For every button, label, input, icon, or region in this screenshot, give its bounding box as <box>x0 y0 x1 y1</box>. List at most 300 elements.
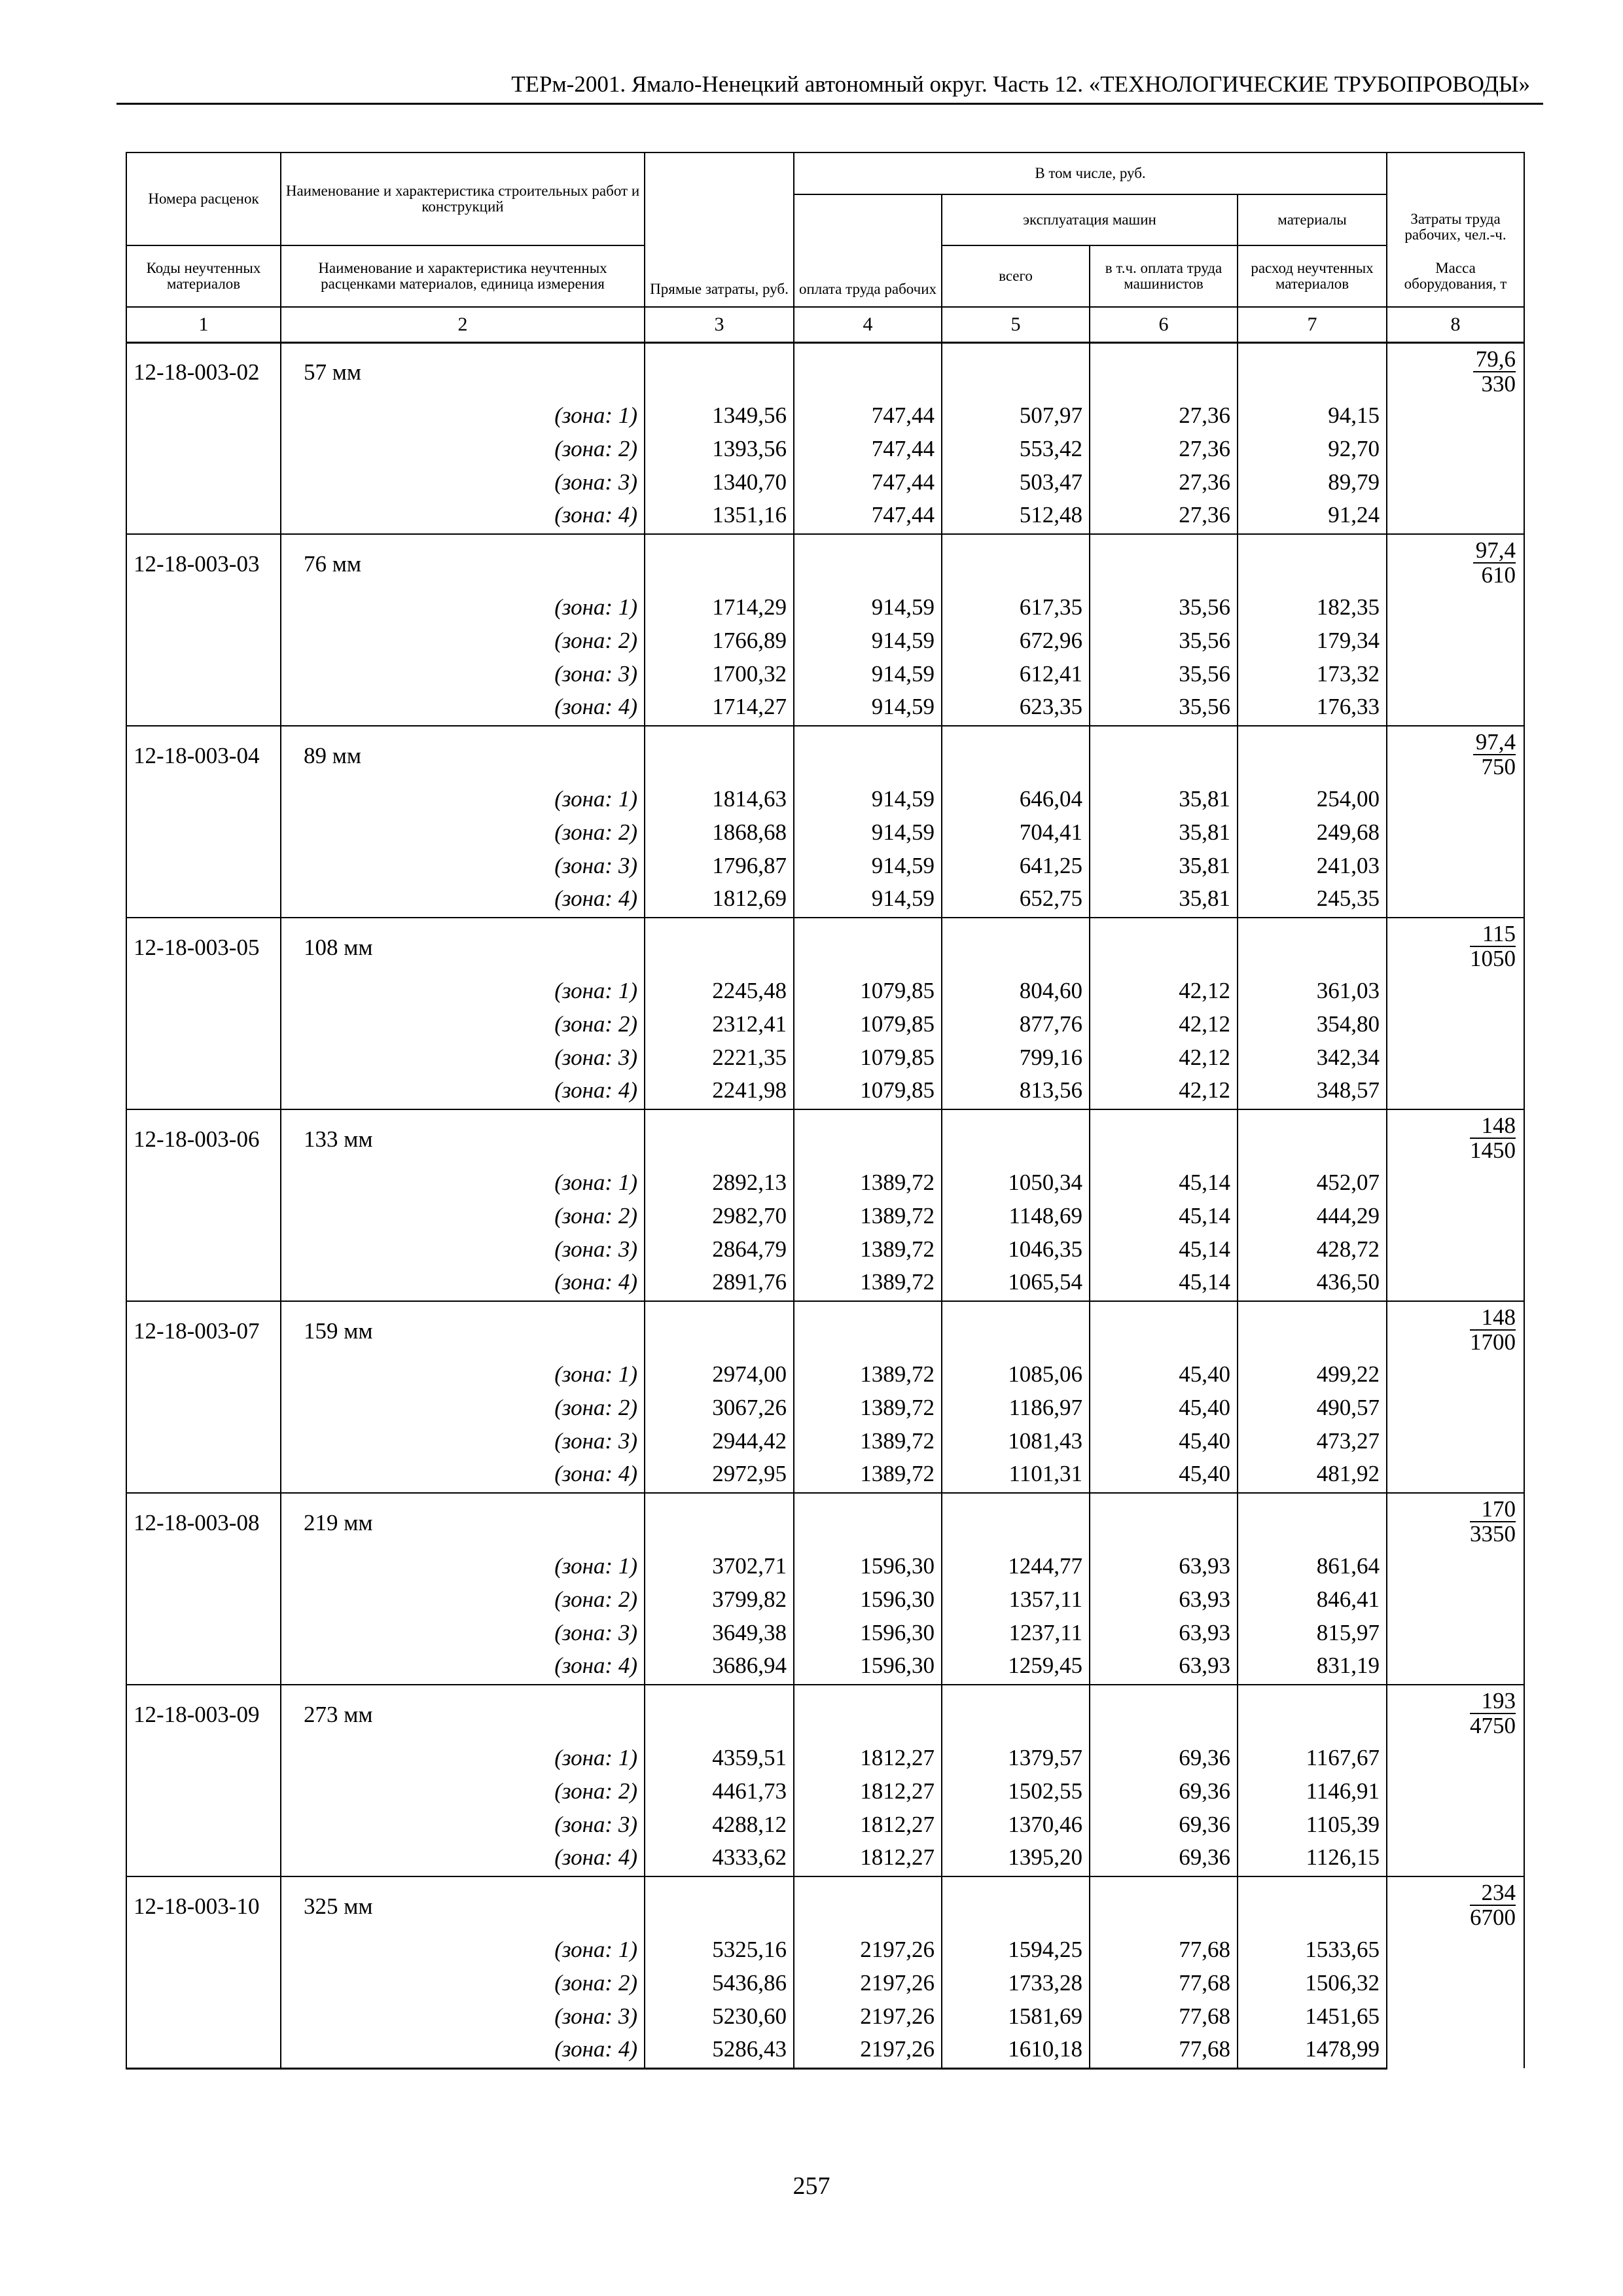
empty-cell <box>794 1876 942 1931</box>
worker-pay-value: 1812,27 <box>794 1806 942 1840</box>
empty-cell <box>126 2032 281 2068</box>
materials-value: 831,19 <box>1238 1648 1387 1685</box>
materials-value: 815,97 <box>1238 1615 1387 1648</box>
zone-row <box>126 1073 1524 1109</box>
zone-label: (зона: 3) <box>281 1231 645 1265</box>
worker-pay-value: 914,59 <box>794 656 942 689</box>
empty-cell <box>645 1685 794 1740</box>
direct-costs-value: 4359,51 <box>645 1740 794 1773</box>
zone-row <box>126 1164 1524 1198</box>
header-name: Наименование и характеристика строительных работ и конструкций <box>281 152 645 245</box>
labor-cost-value: 79,6 <box>1473 348 1516 372</box>
empty-cell <box>645 726 794 781</box>
materials-value: 1451,65 <box>1238 1998 1387 2032</box>
worker-pay-value: 1079,85 <box>794 973 942 1006</box>
zone-row <box>126 1931 1524 1965</box>
empty-cell <box>942 1493 1090 1548</box>
header-machine-total: всего <box>942 245 1090 307</box>
machine-total-value: 652,75 <box>942 881 1090 918</box>
materials-value: 490,57 <box>1238 1390 1387 1423</box>
labor-mass-fraction <box>1470 1498 1516 1546</box>
equipment-mass-value: 1450 <box>1470 1138 1516 1163</box>
machine-total-value: 877,76 <box>942 1006 1090 1039</box>
direct-costs-value: 2864,79 <box>645 1231 794 1265</box>
machine-total-value: 1101,31 <box>942 1456 1090 1493</box>
direct-costs-value: 2312,41 <box>645 1006 794 1039</box>
worker-pay-value: 1389,72 <box>794 1456 942 1493</box>
empty-cell <box>645 1301 794 1356</box>
machine-total-value: 1594,25 <box>942 1931 1090 1965</box>
rate-code: 12-18-003-10 <box>126 1876 281 1931</box>
labor-cost-value: 193 <box>1470 1689 1516 1714</box>
materials-value: 361,03 <box>1238 973 1387 1006</box>
worker-pay-value: 1812,27 <box>794 1740 942 1773</box>
rate-name: 273 мм <box>281 1685 645 1740</box>
machinist-pay-value: 69,36 <box>1090 1806 1238 1840</box>
zone-row <box>126 814 1524 848</box>
empty-cell <box>942 534 1090 589</box>
rate-title-row <box>126 1493 1524 1548</box>
zone-row <box>126 1231 1524 1265</box>
labor-mass-fraction <box>1473 539 1516 587</box>
empty-cell <box>126 497 281 534</box>
zone-row <box>126 1773 1524 1806</box>
direct-costs-value: 2944,42 <box>645 1423 794 1456</box>
machine-total-value: 1357,11 <box>942 1581 1090 1615</box>
empty-cell <box>942 1301 1090 1356</box>
worker-pay-value: 914,59 <box>794 848 942 881</box>
machinist-pay-value: 45,40 <box>1090 1356 1238 1390</box>
worker-pay-value: 914,59 <box>794 781 942 814</box>
zone-label: (зона: 3) <box>281 1423 645 1456</box>
labor-mass-cell <box>1387 918 1524 1109</box>
zone-row <box>126 973 1524 1006</box>
machinist-pay-value: 42,12 <box>1090 1006 1238 1039</box>
empty-cell <box>126 1423 281 1456</box>
machinist-pay-value: 63,93 <box>1090 1548 1238 1581</box>
empty-cell <box>794 342 942 397</box>
zone-label: (зона: 3) <box>281 1039 645 1073</box>
rate-title-row <box>126 918 1524 973</box>
column-number: 4 <box>794 307 942 342</box>
direct-costs-value: 1812,69 <box>645 881 794 918</box>
machine-total-value: 1610,18 <box>942 2032 1090 2068</box>
empty-cell <box>126 589 281 622</box>
empty-cell <box>1238 1876 1387 1931</box>
materials-value: 1105,39 <box>1238 1806 1387 1840</box>
direct-costs-value: 5286,43 <box>645 2032 794 2068</box>
zone-label: (зона: 4) <box>281 2032 645 2068</box>
labor-mass-fraction <box>1470 1881 1516 1929</box>
zone-label: (зона: 4) <box>281 1265 645 1301</box>
equipment-mass-value: 330 <box>1481 370 1516 397</box>
direct-costs-value: 1796,87 <box>645 848 794 881</box>
worker-pay-value: 747,44 <box>794 464 942 497</box>
materials-value: 436,50 <box>1238 1265 1387 1301</box>
empty-cell <box>126 814 281 848</box>
empty-cell <box>942 726 1090 781</box>
zone-row <box>126 1198 1524 1231</box>
empty-cell <box>126 622 281 656</box>
header-including: В том числе, руб. <box>794 152 1387 194</box>
labor-cost-value: 148 <box>1470 1306 1516 1331</box>
empty-cell <box>126 1164 281 1198</box>
labor-cost-value: 148 <box>1470 1114 1516 1139</box>
worker-pay-value: 1596,30 <box>794 1548 942 1581</box>
empty-cell <box>645 918 794 973</box>
worker-pay-value: 1596,30 <box>794 1581 942 1615</box>
labor-mass-cell <box>1387 1685 1524 1876</box>
worker-pay-value: 1596,30 <box>794 1615 942 1648</box>
column-number: 5 <box>942 307 1090 342</box>
machine-total-value: 1237,11 <box>942 1615 1090 1648</box>
zone-label: (зона: 3) <box>281 1998 645 2032</box>
machinist-pay-value: 77,68 <box>1090 2032 1238 2068</box>
empty-cell <box>1238 726 1387 781</box>
direct-costs-value: 4461,73 <box>645 1773 794 1806</box>
materials-value: 245,35 <box>1238 881 1387 918</box>
machinist-pay-value: 35,81 <box>1090 814 1238 848</box>
zone-label: (зона: 1) <box>281 1164 645 1198</box>
empty-cell <box>794 1301 942 1356</box>
zone-row <box>126 1965 1524 1998</box>
worker-pay-value: 2197,26 <box>794 2032 942 2068</box>
empty-cell <box>126 1998 281 2032</box>
empty-cell <box>794 1685 942 1740</box>
zone-row <box>126 1740 1524 1773</box>
zone-label: (зона: 3) <box>281 1806 645 1840</box>
empty-cell <box>126 1198 281 1231</box>
empty-cell <box>645 1493 794 1548</box>
rate-name: 108 мм <box>281 918 645 973</box>
rate-code: 12-18-003-08 <box>126 1493 281 1548</box>
machine-total-value: 1370,46 <box>942 1806 1090 1840</box>
column-number: 2 <box>281 307 645 342</box>
empty-cell <box>126 973 281 1006</box>
empty-cell <box>126 1265 281 1301</box>
materials-value: 176,33 <box>1238 689 1387 726</box>
materials-value: 1146,91 <box>1238 1773 1387 1806</box>
materials-value: 91,24 <box>1238 497 1387 534</box>
labor-mass-cell <box>1387 534 1524 726</box>
zone-label: (зона: 4) <box>281 1073 645 1109</box>
empty-cell <box>126 1615 281 1648</box>
machinist-pay-value: 77,68 <box>1090 1998 1238 2032</box>
column-number: 7 <box>1238 307 1387 342</box>
worker-pay-value: 1596,30 <box>794 1648 942 1685</box>
zone-label: (зона: 4) <box>281 689 645 726</box>
empty-cell <box>126 781 281 814</box>
zone-label: (зона: 1) <box>281 781 645 814</box>
worker-pay-value: 1812,27 <box>794 1840 942 1876</box>
direct-costs-value: 2892,13 <box>645 1164 794 1198</box>
machinist-pay-value: 63,93 <box>1090 1648 1238 1685</box>
empty-cell <box>1238 1301 1387 1356</box>
machine-total-value: 1502,55 <box>942 1773 1090 1806</box>
running-header <box>116 71 1543 105</box>
zone-row <box>126 1806 1524 1840</box>
machine-total-value: 672,96 <box>942 622 1090 656</box>
machinist-pay-value: 69,36 <box>1090 1840 1238 1876</box>
header-material-consumption: расход неучтенных материалов <box>1238 245 1387 307</box>
worker-pay-value: 1389,72 <box>794 1164 942 1198</box>
direct-costs-value: 2241,98 <box>645 1073 794 1109</box>
direct-costs-value: 3067,26 <box>645 1390 794 1423</box>
machine-total-value: 1081,43 <box>942 1423 1090 1456</box>
zone-row <box>126 1006 1524 1039</box>
empty-cell <box>942 918 1090 973</box>
empty-cell <box>1238 1493 1387 1548</box>
labor-cost-value: 97,4 <box>1473 539 1516 564</box>
direct-costs-value: 4333,62 <box>645 1840 794 1876</box>
header-labor-costs: Затраты труда рабочих, чел.-ч. <box>1387 152 1524 245</box>
materials-value: 354,80 <box>1238 1006 1387 1039</box>
zone-label: (зона: 1) <box>281 589 645 622</box>
rate-code: 12-18-003-09 <box>126 1685 281 1740</box>
worker-pay-value: 1389,72 <box>794 1231 942 1265</box>
zone-label: (зона: 2) <box>281 1198 645 1231</box>
machine-total-value: 641,25 <box>942 848 1090 881</box>
zone-label: (зона: 2) <box>281 1390 645 1423</box>
empty-cell <box>126 881 281 918</box>
zone-row <box>126 1648 1524 1685</box>
worker-pay-value: 2197,26 <box>794 1965 942 1998</box>
empty-cell <box>126 1073 281 1109</box>
header-material-codes: Коды неучтенных материалов <box>126 245 281 307</box>
zone-label: (зона: 2) <box>281 814 645 848</box>
rate-title-row <box>126 726 1524 781</box>
labor-mass-cell <box>1387 1876 1524 2068</box>
machine-total-value: 507,97 <box>942 397 1090 431</box>
direct-costs-value: 2891,76 <box>645 1265 794 1301</box>
empty-cell <box>645 534 794 589</box>
direct-costs-value: 1714,27 <box>645 689 794 726</box>
worker-pay-value: 2197,26 <box>794 1998 942 2032</box>
machine-total-value: 1050,34 <box>942 1164 1090 1198</box>
price-table <box>126 152 1525 2070</box>
rate-code: 12-18-003-03 <box>126 534 281 589</box>
empty-cell <box>126 1773 281 1806</box>
zone-label: (зона: 4) <box>281 497 645 534</box>
empty-cell <box>942 1685 1090 1740</box>
worker-pay-value: 914,59 <box>794 689 942 726</box>
zone-row <box>126 1615 1524 1648</box>
rate-code: 12-18-003-02 <box>126 342 281 397</box>
machine-total-value: 1395,20 <box>942 1840 1090 1876</box>
header-code: Номера расценок <box>126 152 281 245</box>
direct-costs-value: 3686,94 <box>645 1648 794 1685</box>
empty-cell <box>126 1456 281 1493</box>
zone-row <box>126 781 1524 814</box>
labor-mass-fraction <box>1470 1306 1516 1354</box>
direct-costs-value: 4288,12 <box>645 1806 794 1840</box>
empty-cell <box>126 1231 281 1265</box>
empty-cell <box>1090 726 1238 781</box>
empty-cell <box>126 656 281 689</box>
machinist-pay-value: 69,36 <box>1090 1773 1238 1806</box>
zone-label: (зона: 2) <box>281 622 645 656</box>
rate-name: 133 мм <box>281 1109 645 1164</box>
empty-cell <box>126 1840 281 1876</box>
rate-code: 12-18-003-04 <box>126 726 281 781</box>
zone-row <box>126 1039 1524 1073</box>
header-materials: материалы <box>1238 194 1387 245</box>
rate-title-row <box>126 1301 1524 1356</box>
empty-cell <box>126 1581 281 1615</box>
direct-costs-value: 1714,29 <box>645 589 794 622</box>
direct-costs-value: 2245,48 <box>645 973 794 1006</box>
machinist-pay-value: 77,68 <box>1090 1965 1238 1998</box>
empty-cell <box>794 726 942 781</box>
empty-cell <box>1090 1301 1238 1356</box>
machine-total-value: 1046,35 <box>942 1231 1090 1265</box>
machinist-pay-value: 77,68 <box>1090 1931 1238 1965</box>
zone-row <box>126 1840 1524 1876</box>
worker-pay-value: 1389,72 <box>794 1198 942 1231</box>
materials-value: 1506,32 <box>1238 1965 1387 1998</box>
worker-pay-value: 1812,27 <box>794 1773 942 1806</box>
machinist-pay-value: 35,81 <box>1090 781 1238 814</box>
empty-cell <box>126 1356 281 1390</box>
zone-row <box>126 1356 1524 1390</box>
header-material-names: Наименование и характеристика неучтенных расценками материалов, единица измерения <box>281 245 645 307</box>
rate-name: 89 мм <box>281 726 645 781</box>
machine-total-value: 1085,06 <box>942 1356 1090 1390</box>
rate-name: 325 мм <box>281 1876 645 1931</box>
direct-costs-value: 2982,70 <box>645 1198 794 1231</box>
zone-label: (зона: 2) <box>281 1006 645 1039</box>
zone-row <box>126 622 1524 656</box>
table-body <box>126 342 1524 2068</box>
direct-costs-value: 2974,00 <box>645 1356 794 1390</box>
empty-cell <box>1238 534 1387 589</box>
empty-cell <box>126 848 281 881</box>
machinist-pay-value: 45,40 <box>1090 1390 1238 1423</box>
rate-title-row <box>126 1685 1524 1740</box>
equipment-mass-value: 6700 <box>1470 1905 1516 1930</box>
rate-code: 12-18-003-07 <box>126 1301 281 1356</box>
machine-total-value: 553,42 <box>942 431 1090 464</box>
direct-costs-value: 1766,89 <box>645 622 794 656</box>
empty-cell <box>794 1109 942 1164</box>
worker-pay-value: 1389,72 <box>794 1390 942 1423</box>
zone-row <box>126 848 1524 881</box>
zone-row <box>126 2032 1524 2068</box>
zone-row <box>126 431 1524 464</box>
labor-mass-fraction <box>1470 922 1516 971</box>
machinist-pay-value: 45,14 <box>1090 1198 1238 1231</box>
zone-row <box>126 689 1524 726</box>
empty-cell <box>794 918 942 973</box>
machine-total-value: 704,41 <box>942 814 1090 848</box>
machine-total-value: 1259,45 <box>942 1648 1090 1685</box>
zone-label: (зона: 2) <box>281 1773 645 1806</box>
column-number: 6 <box>1090 307 1238 342</box>
zone-row <box>126 397 1524 431</box>
materials-value: 1126,15 <box>1238 1840 1387 1876</box>
header-machine-operation: эксплуатация машин <box>942 194 1238 245</box>
empty-cell <box>794 534 942 589</box>
zone-label: (зона: 1) <box>281 1740 645 1773</box>
labor-mass-cell <box>1387 726 1524 918</box>
direct-costs-value: 1351,16 <box>645 497 794 534</box>
zone-label: (зона: 3) <box>281 1615 645 1648</box>
empty-cell <box>942 1876 1090 1931</box>
labor-cost-value: 234 <box>1470 1881 1516 1906</box>
zone-label: (зона: 1) <box>281 1548 645 1581</box>
rate-name: 57 мм <box>281 342 645 397</box>
header-machinist-pay: в т.ч. оплата труда машинистов <box>1090 245 1238 307</box>
running-title: ТЕРм-2001. Ямало-Ненецкий автономный округ. Часть 12. «ТЕХНОЛОГИЧЕСКИЕ ТРУБОПРОВОДЫ» <box>511 71 1530 97</box>
worker-pay-value: 1079,85 <box>794 1039 942 1073</box>
empty-cell <box>1090 342 1238 397</box>
empty-cell <box>126 1390 281 1423</box>
empty-cell <box>1238 1109 1387 1164</box>
empty-cell <box>1090 1493 1238 1548</box>
empty-cell <box>126 1931 281 1965</box>
direct-costs-value: 1393,56 <box>645 431 794 464</box>
materials-value: 249,68 <box>1238 814 1387 848</box>
machine-total-value: 646,04 <box>942 781 1090 814</box>
labor-cost-value: 170 <box>1470 1498 1516 1522</box>
header-equipment-mass: Масса оборудования, т <box>1387 245 1524 307</box>
zone-row <box>126 497 1524 534</box>
equipment-mass-value: 1700 <box>1470 1329 1516 1355</box>
labor-mass-cell <box>1387 1109 1524 1301</box>
worker-pay-value: 1079,85 <box>794 1073 942 1109</box>
labor-mass-fraction <box>1473 730 1516 779</box>
machine-total-value: 617,35 <box>942 589 1090 622</box>
direct-costs-value: 5230,60 <box>645 1998 794 2032</box>
materials-value: 92,70 <box>1238 431 1387 464</box>
empty-cell <box>1090 534 1238 589</box>
machine-total-value: 503,47 <box>942 464 1090 497</box>
zone-label: (зона: 1) <box>281 973 645 1006</box>
materials-value: 499,22 <box>1238 1356 1387 1390</box>
header-worker-pay: оплата труда рабочих <box>794 194 942 307</box>
empty-cell <box>126 1039 281 1073</box>
machinist-pay-value: 35,56 <box>1090 622 1238 656</box>
worker-pay-value: 747,44 <box>794 397 942 431</box>
rate-name: 219 мм <box>281 1493 645 1548</box>
labor-mass-fraction <box>1470 1689 1516 1738</box>
labor-mass-cell <box>1387 1301 1524 1493</box>
machinist-pay-value: 27,36 <box>1090 497 1238 534</box>
machine-total-value: 1581,69 <box>942 1998 1090 2032</box>
zone-row <box>126 881 1524 918</box>
machinist-pay-value: 35,56 <box>1090 589 1238 622</box>
labor-cost-value: 115 <box>1470 922 1516 947</box>
labor-cost-value: 97,4 <box>1473 730 1516 755</box>
page-number: 257 <box>793 2172 830 2200</box>
materials-value: 94,15 <box>1238 397 1387 431</box>
worker-pay-value: 1389,72 <box>794 1356 942 1390</box>
zone-row <box>126 1456 1524 1493</box>
materials-value: 241,03 <box>1238 848 1387 881</box>
labor-mass-cell <box>1387 1493 1524 1685</box>
worker-pay-value: 2197,26 <box>794 1931 942 1965</box>
machine-total-value: 512,48 <box>942 497 1090 534</box>
machinist-pay-value: 45,14 <box>1090 1231 1238 1265</box>
materials-value: 846,41 <box>1238 1581 1387 1615</box>
zone-label: (зона: 4) <box>281 1456 645 1493</box>
machine-total-value: 612,41 <box>942 656 1090 689</box>
zone-label: (зона: 4) <box>281 1840 645 1876</box>
worker-pay-value: 914,59 <box>794 589 942 622</box>
materials-value: 179,34 <box>1238 622 1387 656</box>
worker-pay-value: 1389,72 <box>794 1423 942 1456</box>
materials-value: 1167,67 <box>1238 1740 1387 1773</box>
